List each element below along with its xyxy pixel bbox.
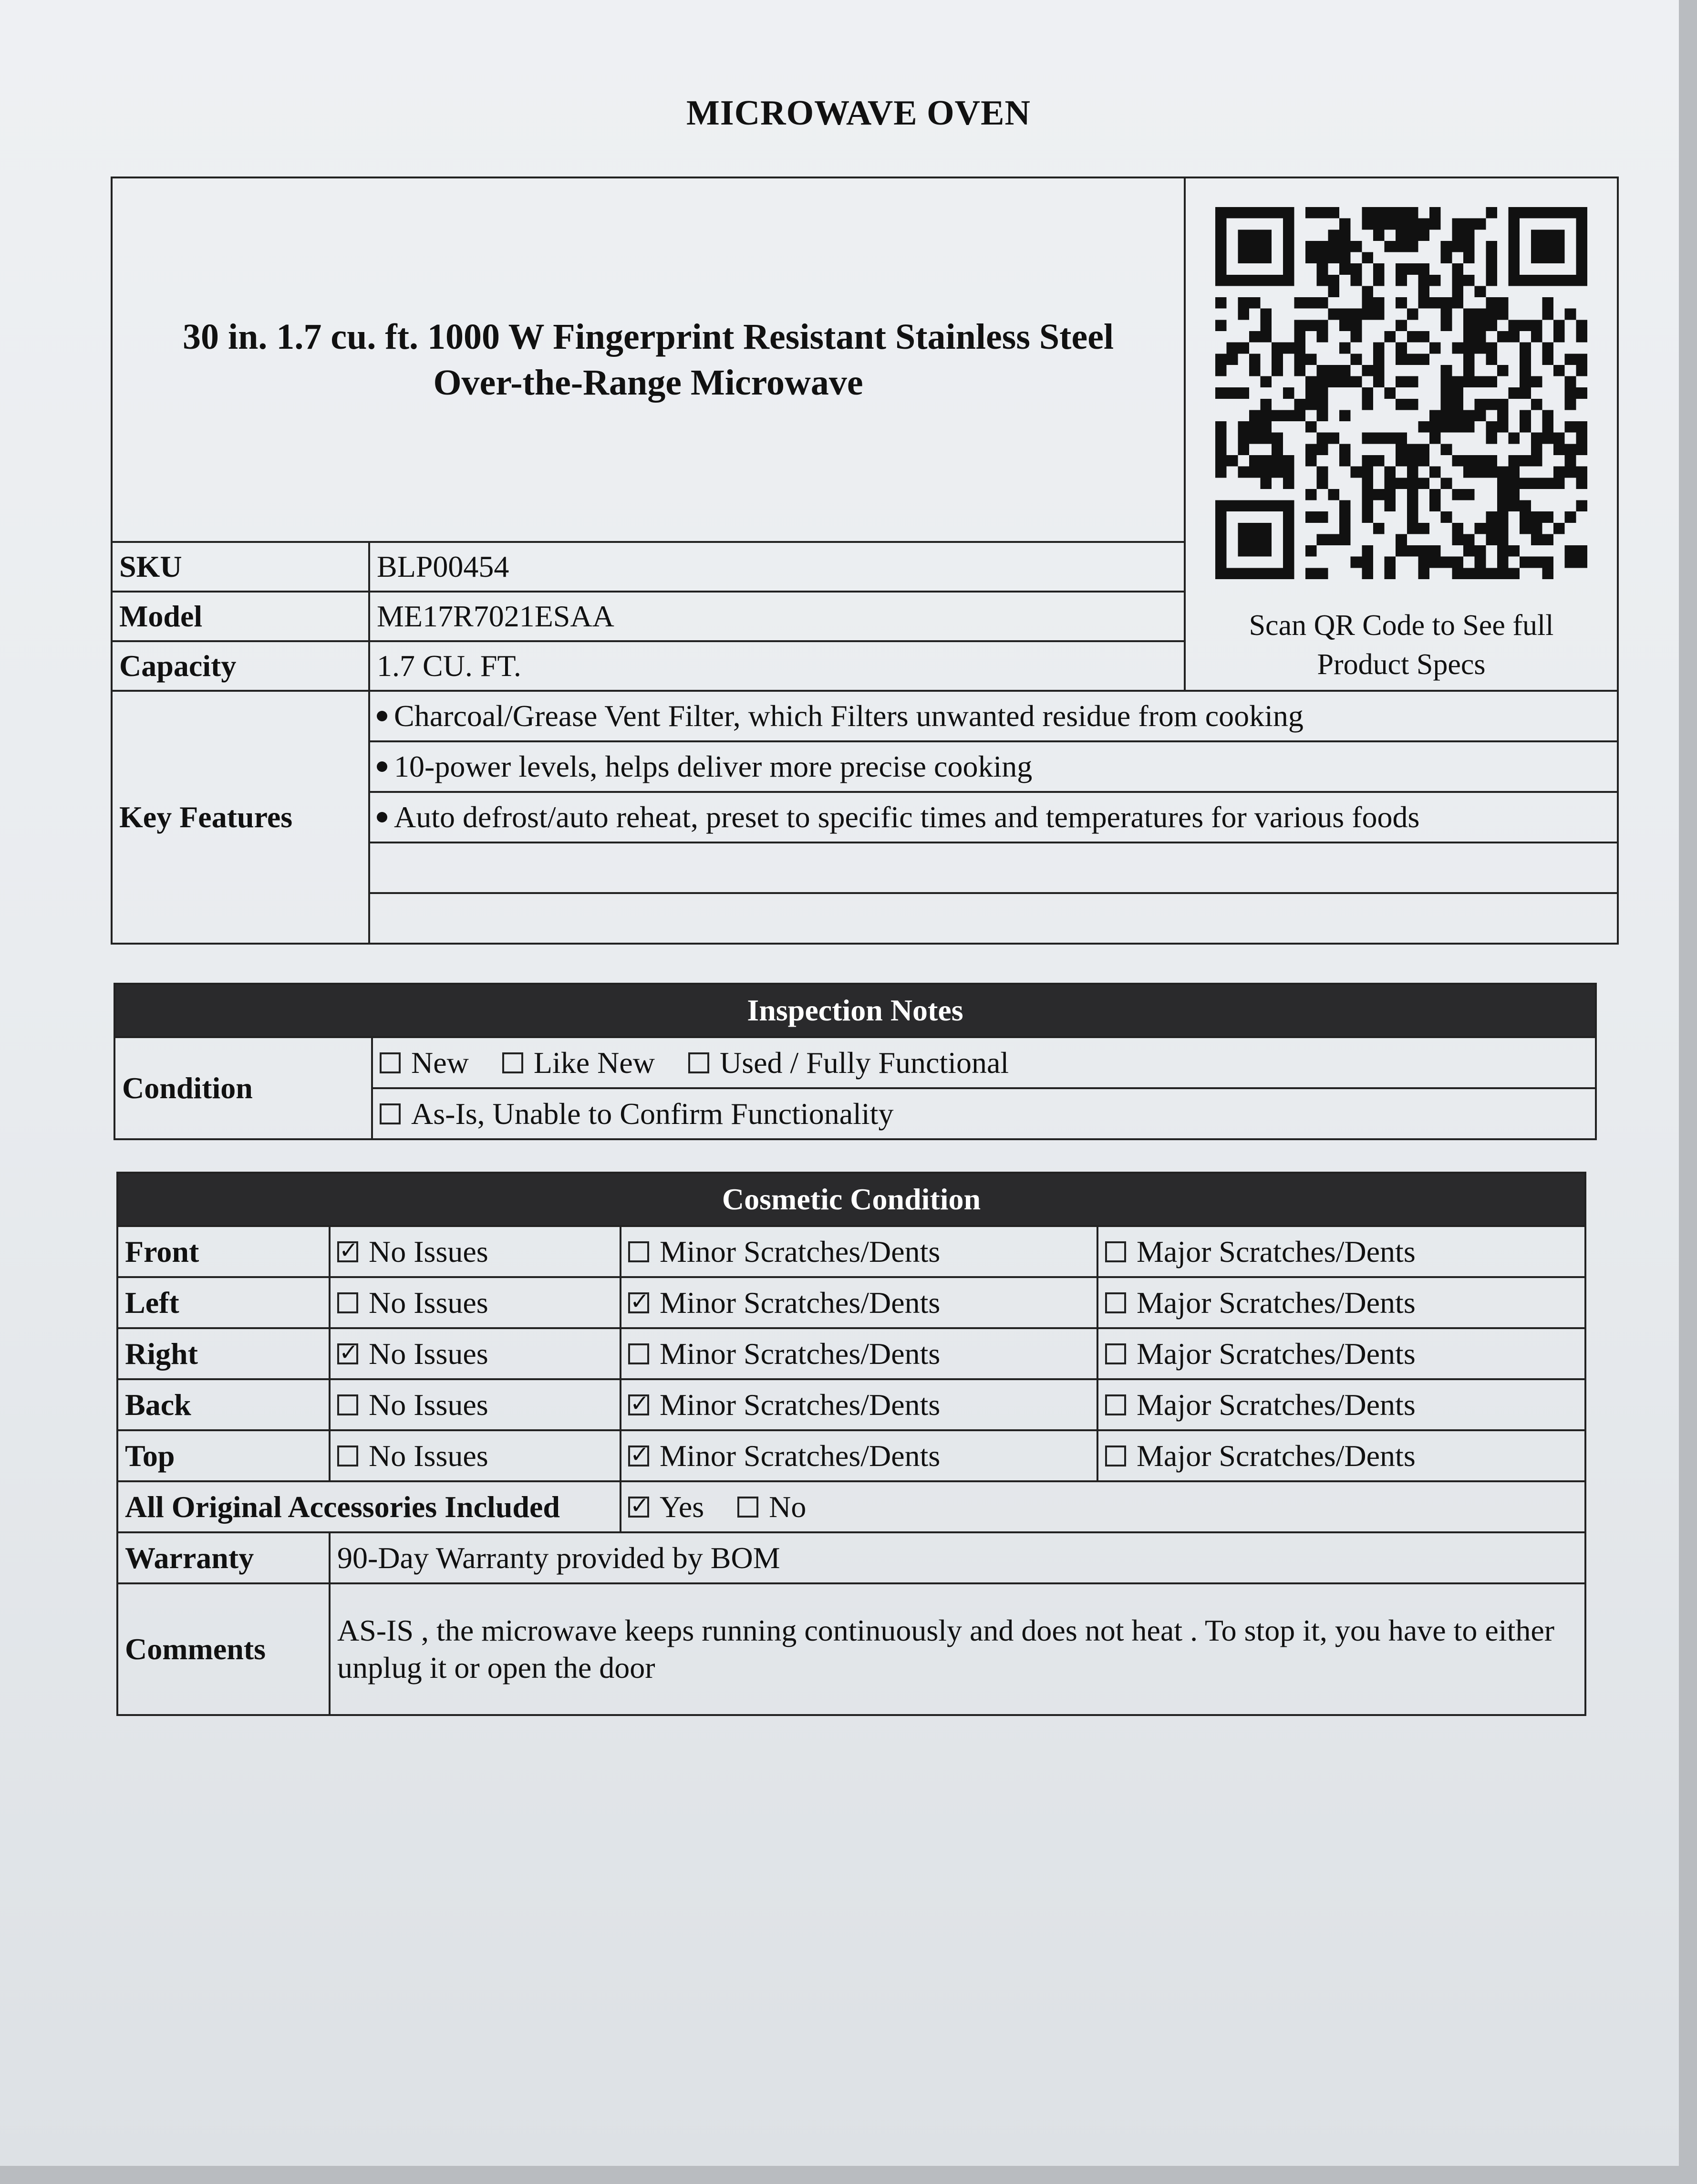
cosmetic-option-major[interactable] (1097, 1379, 1585, 1430)
option-label: Major Scratches/Dents (1137, 1336, 1416, 1371)
cosmetic-row-label: Right (117, 1328, 330, 1379)
option-label: No Issues (369, 1387, 488, 1422)
feature-empty-row (369, 842, 1618, 893)
cosmetic-option-no-issues[interactable] (330, 1328, 621, 1379)
cosmetic-option-no-issues[interactable] (330, 1277, 621, 1328)
cosmetic-row-label: Top (117, 1430, 330, 1481)
warranty-label: Warranty (117, 1532, 330, 1583)
spec-value: BLP00454 (369, 542, 1185, 592)
condition-options-row1 (372, 1037, 1596, 1088)
checkbox-icon[interactable]: ✓ (628, 1292, 649, 1313)
comments-label: Comments (117, 1583, 330, 1715)
spec-value: ME17R7021ESAA (369, 592, 1185, 641)
checkbox-icon[interactable]: ✓ (337, 1241, 358, 1262)
option-label: Minor Scratches/Dents (660, 1234, 941, 1269)
cosmetic-row-back (117, 1379, 1585, 1430)
bullet-icon (377, 761, 387, 772)
option-label: Minor Scratches/Dents (660, 1387, 941, 1422)
qr-cell (1185, 177, 1618, 691)
page-title: MICROWAVE OVEN (686, 94, 1031, 133)
cosmetic-option-minor[interactable] (621, 1379, 1097, 1430)
cosmetic-row-top (117, 1430, 1585, 1481)
qr-caption-line2: Product Specs (1317, 648, 1486, 681)
cosmetic-option-no-issues[interactable] (330, 1430, 621, 1481)
key-features-label: Key Features (112, 691, 369, 944)
cosmetic-row-front (117, 1226, 1585, 1277)
feature-item (369, 741, 1618, 792)
cosmetic-condition-table (116, 1172, 1586, 1716)
checkbox-icon[interactable] (380, 1103, 401, 1124)
option-label: No (769, 1489, 807, 1524)
checkbox-icon[interactable] (628, 1343, 649, 1364)
checkbox-icon[interactable] (1105, 1446, 1126, 1466)
accessories-option-yes[interactable] (628, 1490, 704, 1524)
condition-option-like-new[interactable] (502, 1046, 655, 1080)
feature-text: Charcoal/Grease Vent Filter, which Filters unwanted residue from cooking (394, 699, 1304, 733)
spec-label: Model (112, 592, 369, 641)
option-label: Major Scratches/Dents (1137, 1438, 1416, 1473)
checkbox-icon[interactable] (628, 1241, 649, 1262)
product-title (112, 177, 1185, 542)
comments-value: AS-IS , the microwave keeps running continuously and does not heat . To stop it, you have to either unplug it or open the door (330, 1583, 1585, 1715)
qr-modules (1215, 207, 1587, 579)
checkbox-icon[interactable]: ✓ (628, 1446, 649, 1466)
option-label: Major Scratches/Dents (1137, 1234, 1416, 1269)
feature-text: Auto defrost/auto reheat, preset to specific times and temperatures for various foods (394, 800, 1420, 834)
option-label: No Issues (369, 1336, 488, 1371)
checkbox-icon[interactable] (1105, 1241, 1126, 1262)
cosmetic-option-major[interactable] (1097, 1430, 1585, 1481)
warranty-value: 90-Day Warranty provided by BOM (330, 1532, 1585, 1583)
spec-label: SKU (112, 542, 369, 592)
feature-empty-row (369, 893, 1618, 944)
inspection-header: Inspection Notes (114, 984, 1596, 1037)
condition-option-new[interactable] (380, 1046, 469, 1080)
product-title-line1: 30 in. 1.7 cu. ft. 1000 W Fingerprint Resistant Stainless Steel (182, 317, 1114, 357)
cosmetic-option-major[interactable] (1097, 1328, 1585, 1379)
bullet-icon (377, 812, 387, 822)
qr-caption-line1: Scan QR Code to See full (1249, 609, 1554, 642)
cosmetic-row-left (117, 1277, 1585, 1328)
cosmetic-option-minor[interactable] (621, 1328, 1097, 1379)
spec-label: Capacity (112, 641, 369, 691)
checkbox-icon[interactable] (337, 1446, 358, 1466)
checkbox-icon[interactable] (337, 1292, 358, 1313)
option-label: Yes (660, 1489, 704, 1524)
cosmetic-header: Cosmetic Condition (117, 1173, 1585, 1226)
accessories-options (621, 1481, 1585, 1532)
option-label: Major Scratches/Dents (1137, 1285, 1416, 1320)
condition-option-used[interactable] (688, 1046, 1009, 1080)
option-label: As-Is, Unable to Confirm Functionality (411, 1096, 894, 1131)
checkbox-icon[interactable] (1105, 1394, 1126, 1415)
checkbox-icon[interactable] (337, 1394, 358, 1415)
checkbox-icon[interactable]: ✓ (337, 1343, 358, 1364)
cosmetic-row-label: Back (117, 1379, 330, 1430)
condition-option-as-is[interactable] (380, 1097, 893, 1131)
option-label: Minor Scratches/Dents (660, 1285, 941, 1320)
cosmetic-option-minor[interactable] (621, 1277, 1097, 1328)
checkbox-icon[interactable]: ✓ (628, 1497, 649, 1518)
qr-caption (1192, 606, 1610, 684)
condition-label: Condition (114, 1037, 372, 1139)
option-label: Used / Fully Functional (719, 1045, 1009, 1080)
inspection-notes-table (114, 983, 1597, 1140)
cosmetic-row-label: Front (117, 1226, 330, 1277)
cosmetic-option-no-issues[interactable] (330, 1379, 621, 1430)
checkbox-icon[interactable] (737, 1497, 758, 1518)
cosmetic-rows (117, 1226, 1585, 1481)
cosmetic-option-no-issues[interactable] (330, 1226, 621, 1277)
feature-item (369, 691, 1618, 741)
checkbox-icon[interactable] (1105, 1292, 1126, 1313)
product-table (111, 177, 1619, 945)
cosmetic-option-minor[interactable] (621, 1430, 1097, 1481)
option-label: Like New (533, 1045, 655, 1080)
qr-code[interactable] (1215, 207, 1587, 579)
bullet-icon (377, 711, 387, 721)
feature-item (369, 792, 1618, 842)
option-label: Major Scratches/Dents (1137, 1387, 1416, 1422)
spec-value: 1.7 CU. FT. (369, 641, 1185, 691)
cosmetic-option-major[interactable] (1097, 1226, 1585, 1277)
condition-options-row2 (372, 1088, 1596, 1139)
checkbox-icon[interactable] (502, 1052, 523, 1073)
checkbox-icon[interactable] (380, 1052, 401, 1073)
option-label: No Issues (369, 1234, 488, 1269)
option-label: No Issues (369, 1285, 488, 1320)
feature-text: 10-power levels, helps deliver more precise cooking (394, 749, 1033, 783)
cosmetic-row-label: Left (117, 1277, 330, 1328)
option-label: New (411, 1045, 469, 1080)
option-label: Minor Scratches/Dents (660, 1438, 941, 1473)
product-title-line2: Over-the-Range Microwave (433, 363, 863, 403)
accessories-label: All Original Accessories Included (117, 1481, 621, 1532)
accessories-option-no[interactable] (737, 1490, 806, 1524)
cosmetic-option-minor[interactable] (621, 1226, 1097, 1277)
cosmetic-option-major[interactable] (1097, 1277, 1585, 1328)
option-label: Minor Scratches/Dents (660, 1336, 941, 1371)
checkbox-icon[interactable] (688, 1052, 709, 1073)
cosmetic-row-right (117, 1328, 1585, 1379)
checkbox-icon[interactable]: ✓ (628, 1394, 649, 1415)
option-label: No Issues (369, 1438, 488, 1473)
checkbox-icon[interactable] (1105, 1343, 1126, 1364)
